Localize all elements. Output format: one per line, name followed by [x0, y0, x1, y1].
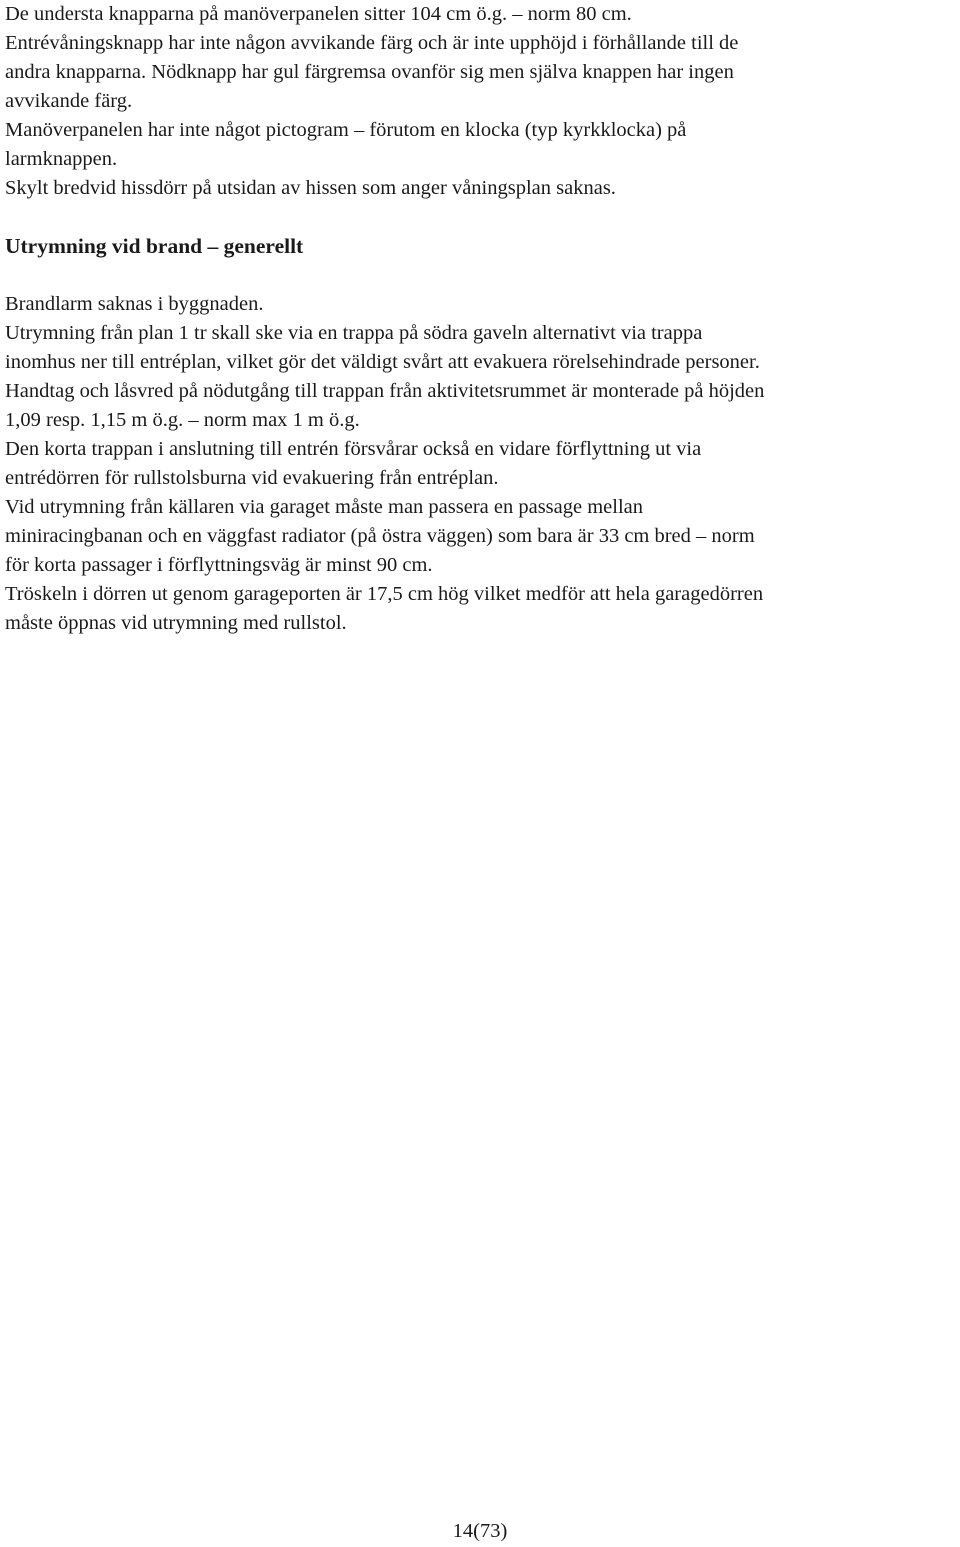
- text-line: entrédörren för rullstolsburna vid evakuering från entréplan.: [5, 467, 499, 489]
- text-line: larmknappen.: [5, 148, 118, 170]
- text-line: Skylt bredvid hissdörr på utsidan av hissen som anger våningsplan saknas.: [5, 177, 616, 199]
- text-line: Manöverpanelen har inte något pictogram – förutom en klocka (typ kyrkklocka) på: [5, 119, 687, 141]
- text-line: Vid utrymning från källaren via garaget måste man passera en passage mellan: [5, 496, 644, 518]
- text-line: måste öppnas vid utrymning med rullstol.: [5, 612, 347, 634]
- text-line: Tröskeln i dörren ut genom garageporten är 17,5 cm hög vilket medför att hela garagedörren: [5, 583, 764, 605]
- text-line: Brandlarm saknas i byggnaden.: [5, 293, 264, 315]
- text-line: avvikande färg.: [5, 90, 133, 112]
- text-line: för korta passager i förflyttningsväg är minst 90 cm.: [5, 554, 433, 576]
- text-line: De understa knapparna på manöverpanelen sitter 104 cm ö.g. – norm 80 cm.: [5, 3, 632, 25]
- section-heading: Utrymning vid brand – generellt: [5, 234, 304, 258]
- lift-paragraph: [5, 0, 957, 203]
- spacer: [5, 261, 957, 290]
- text-line: 1,09 resp. 1,15 m ö.g. – norm max 1 m ö.g.: [5, 409, 360, 431]
- evacuation-paragraph: [5, 290, 957, 638]
- text-line: Entrévåningsknapp har inte någon avvikande färg och är inte upphöjd i förhållande till de: [5, 32, 739, 54]
- text-line: Den korta trappan i anslutning till entrén försvårar också en vidare förflyttning ut via: [5, 438, 702, 460]
- text-line: Handtag och låsvred på nödutgång till trappan från aktivitetsrummet är monterade på höjden: [5, 380, 765, 402]
- text-line: miniracingbanan och en väggfast radiator (på östra väggen) som bara är 33 cm bred – norm: [5, 525, 755, 547]
- page-number: 14(73): [452, 1520, 508, 1542]
- text-line: Utrymning från plan 1 tr skall ske via en trappa på södra gaveln alternativt via trappa: [5, 322, 703, 344]
- text-line: inomhus ner till entréplan, vilket gör det väldigt svårt att evakuera rörelsehindrade personer.: [5, 351, 760, 373]
- text-line: andra knapparna. Nödknapp har gul färgremsa ovanför sig men själva knappen har ingen: [5, 61, 734, 83]
- spacer: [5, 203, 957, 232]
- document-body: [5, 0, 957, 638]
